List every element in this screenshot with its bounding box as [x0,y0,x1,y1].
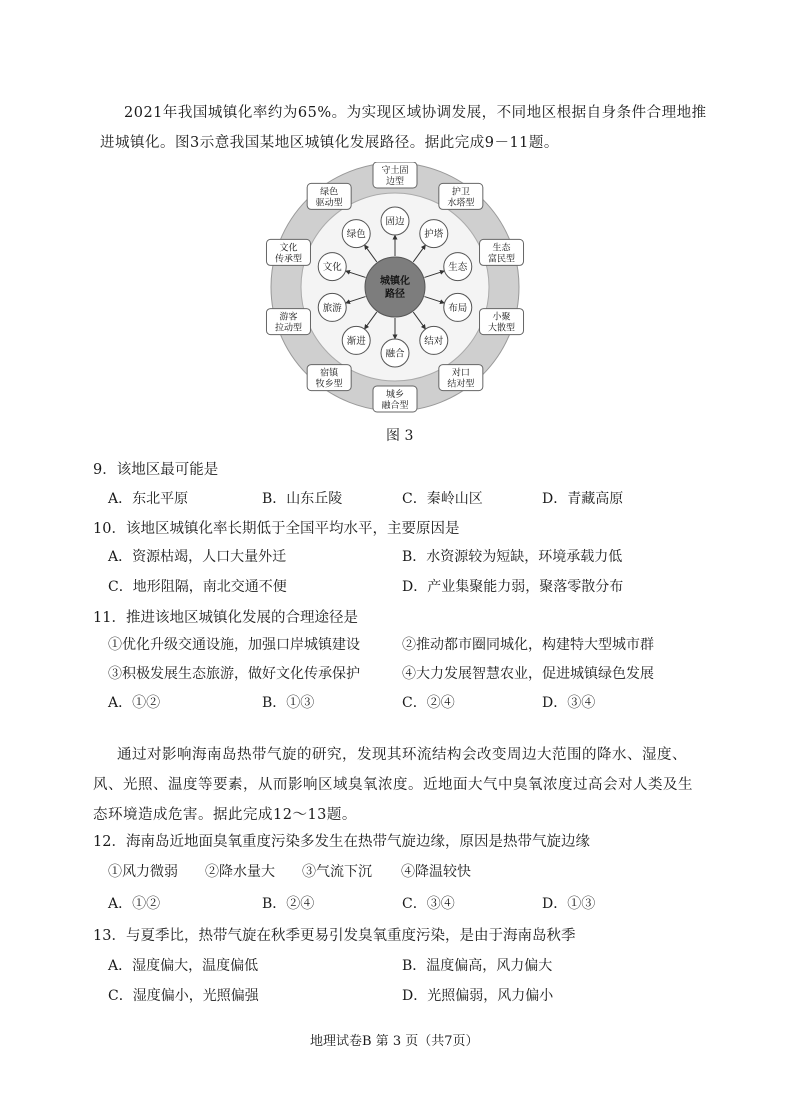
outer-node-label: 护卫 [451,187,470,198]
center-node [365,257,425,317]
q11-option-d[interactable]: D．③④ [542,695,596,711]
inner-node-label: 旅游 [322,302,342,314]
q12-statement-2: ②降水量大 [205,864,275,880]
inner-node-label: 结对 [424,335,444,347]
q13-option-b[interactable]: B．温度偏高，风力偏大 [402,958,553,974]
question-9-stem: 9．该地区最可能是 [93,462,219,478]
q9-option-a[interactable]: A．东北平原 [108,491,189,507]
outer-node-label: 拉动型 [274,323,302,334]
inner-node-label: 文化 [322,262,342,274]
figure-caption: 图 3 [386,428,414,444]
q10-option-b[interactable]: B．水资源较为短缺，环境承载力低 [402,549,623,565]
q11-option-c[interactable]: C．②④ [402,695,455,711]
outer-node-label: 融合型 [381,401,409,411]
outer-node-label: 大散型 [488,323,516,334]
q12-statement-3: ③气流下沉 [302,864,372,880]
q13-option-d[interactable]: D．光照偏弱，风力偏小 [402,988,554,1004]
inner-node-label: 固边 [385,216,405,228]
question-11-stem: 11．推进该地区城镇化发展的合理途径是 [93,610,358,626]
outer-node-label: 水塔型 [447,198,475,209]
q12-statement-4: ④降温较快 [401,864,471,880]
q12-option-b[interactable]: B．②④ [262,896,315,912]
q11-statement-3: ③积极发展生态旅游，做好文化传承保护 [108,666,360,682]
center-label-line1: 城镇化 [380,276,410,287]
intro-paragraph-2 [93,740,705,830]
outer-node-label: 游客 [279,312,298,323]
inner-node-label: 生态 [448,262,468,274]
outer-node-label: 牧乡型 [315,379,343,390]
inner-node-label: 布局 [448,302,468,314]
q10-option-d[interactable]: D．产业集聚能力弱，聚落零散分布 [402,579,624,595]
inner-node-label: 护塔 [424,229,444,241]
q10-option-a[interactable]: A．资源枯竭，人口大量外迁 [108,549,287,565]
outer-node-label: 对口 [451,368,470,379]
q11-statement-4: ④大力发展智慧农业，促进城镇绿色发展 [402,666,654,682]
outer-node-label: 驱动型 [315,198,343,209]
outer-node-label: 宿镇 [320,368,339,379]
q11-statement-2: ②推动都市圈同城化，构建特大型城市群 [402,637,654,653]
center-label-line2: 路径 [385,289,405,300]
outer-node-label: 生态 [492,243,511,254]
outer-node-label: 城乡 [385,390,405,400]
urbanization-path-diagram [240,162,550,424]
outer-node-label: 边型 [385,177,405,187]
intro-paragraph-1 [100,98,710,158]
question-13-stem: 13．与夏季比，热带气旋在秋季更易引发臭氧重度污染，是由于海南岛秋季 [93,928,576,944]
intro-text-2: 通过对影响海南岛热带气旋的研究，发现其环流结构会改变周边大范围的降水、湿度、风、光照、温度等要素，从而影响区域臭氧浓度。近地面大气中臭氧浓度过高会对人类及生态环境造成危害。据此完成12～13题。 [93,747,693,823]
q11-option-a[interactable]: A．①② [108,695,161,711]
q13-option-c[interactable]: C．湿度偏小，光照偏强 [108,988,259,1004]
outer-node-label: 富民型 [488,254,516,265]
outer-node-label: 传承型 [274,254,302,265]
q12-option-d[interactable]: D．①③ [542,896,596,912]
q9-option-d[interactable]: D．青藏高原 [542,491,624,507]
q13-option-a[interactable]: A．湿度偏大，温度偏低 [108,958,259,974]
q10-option-c[interactable]: C．地形阻隔，南北交通不便 [108,579,287,595]
q11-option-b[interactable]: B．①③ [262,695,315,711]
outer-node-label: 守土固 [381,166,409,176]
intro-text-1: 2021年我国城镇化率约为65%。为实现区域协调发展，不同地区根据自身条件合理地推进城镇化。图3示意我国某地区城镇化发展路径。据此完成9－11题。 [100,105,707,151]
q9-option-c[interactable]: C．秦岭山区 [402,491,483,507]
question-10-stem: 10．该地区城镇化率长期低于全国平均水平，主要原因是 [93,521,460,537]
q9-option-b[interactable]: B．山东丘陵 [262,491,343,507]
outer-node-label: 小聚 [492,312,511,323]
q11-statement-1: ①优化升级交通设施，加强口岸城镇建设 [108,637,360,653]
inner-node-label: 绿色 [346,229,366,241]
question-12-stem: 12．海南岛近地面臭氧重度污染多发生在热带气旋边缘，原因是热带气旋边缘 [93,834,590,850]
outer-node-label: 绿色 [320,187,339,198]
page-footer: 地理试卷B 第 3 页（共7页） [310,1034,479,1049]
outer-node-label: 文化 [279,243,298,254]
q12-statement-1: ①风力微弱 [108,864,178,880]
q12-option-c[interactable]: C．③④ [402,896,455,912]
outer-node-label: 结对型 [447,379,475,390]
q12-option-a[interactable]: A．①② [108,896,161,912]
inner-node-label: 渐进 [346,335,366,347]
inner-node-label: 融合 [385,348,405,360]
